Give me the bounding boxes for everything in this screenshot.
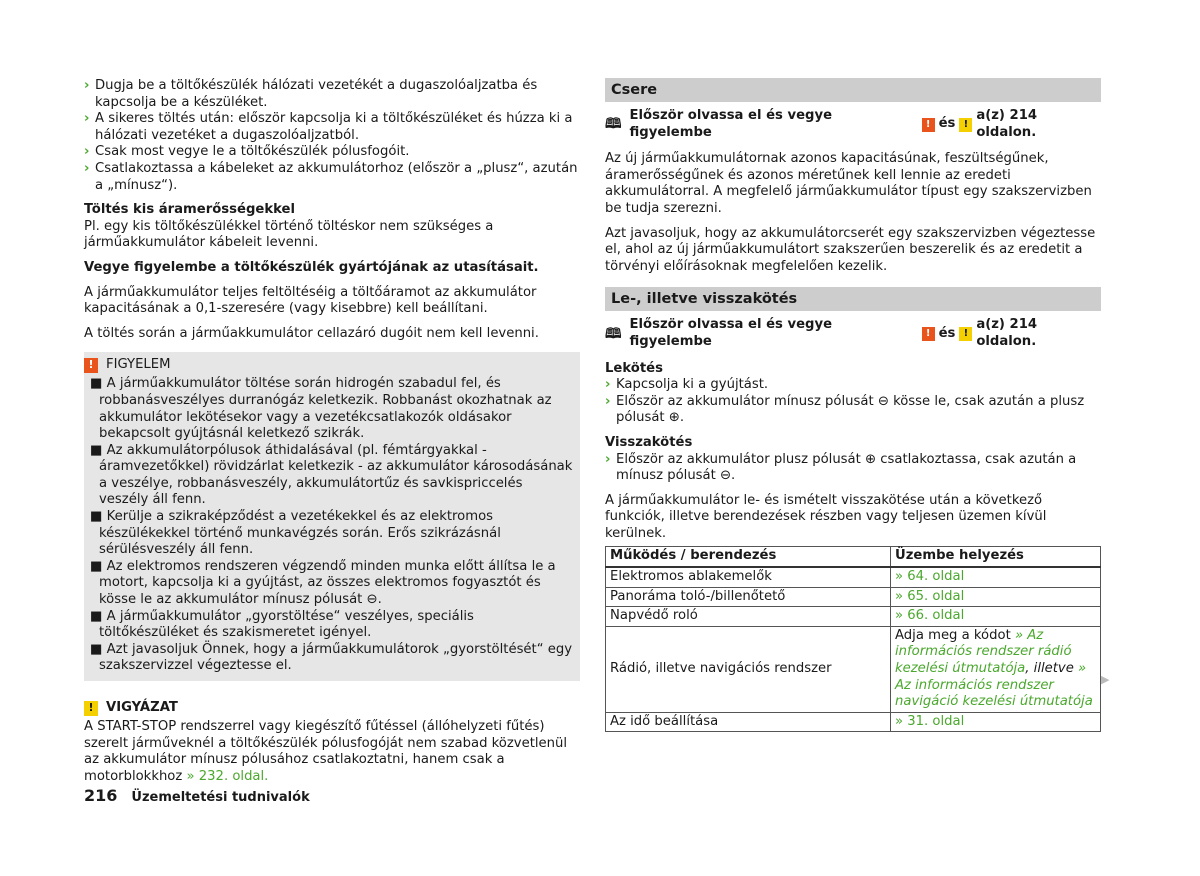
table-cell [891, 607, 1101, 627]
page-link[interactable]: » 65. oldal [895, 588, 965, 604]
lekotes-heading: Lekötés [605, 360, 663, 376]
warning-icon: ! [84, 358, 98, 373]
caution-icon: ! [959, 118, 972, 132]
manual-link[interactable]: » Az információs rendszer navigáció kezelési útmutatója [895, 661, 1093, 710]
step-item: › Csatlakoztassa a kábeleket az akkumulátorhoz (először a „plusz“, azután a „mínusz“). [84, 160, 578, 193]
table-cell: Adja meg a kódot » Az információs rendszer rádió kezelési útmutatója, illetve » Az információs rendszer navigáció kezelési útmutatója [891, 626, 1101, 712]
continue-arrow-icon: ▶ [1101, 673, 1110, 686]
table-cell [891, 712, 1101, 732]
page-footer [84, 788, 310, 807]
csere-paragraph-2: Azt javasoljuk, hogy az akkumulátorcserét egy szakszervizben végeztesse el, ahol az új járműakkumulátort szakszerűen beszerelik és az eredetit a törvényi előírásoknak megfelelően kezelik. [605, 225, 1096, 274]
caution-box [84, 699, 580, 785]
plugs-text: A töltés során a járműakkumulátor cellazáró dugóit nem kell levenni. [84, 325, 539, 341]
table-row [606, 607, 1101, 627]
table-cell [891, 567, 1101, 587]
left-column [84, 78, 580, 793]
step-item: › Csak most vegye le a töltőkészülék pólusfogóit. [84, 144, 410, 160]
caution-title: VIGYÁZAT [106, 699, 178, 715]
csere-paragraph-1: Az új járműakkumulátornak azonos kapacitásúnak, feszültségűnek, áramerősségűnek és azonos méretűnek kell lennie az eredeti akkumulátorral. A megfelelő járműakkumulátor típust egy szakszervizben be tudja szerezni. [605, 151, 1092, 216]
warning-title: FIGYELEM [106, 357, 171, 373]
manual-link[interactable]: » Az információs rendszer rádió kezelési útmutatója [895, 627, 1072, 677]
step-item: › Először az akkumulátor plusz pólusát ⊕ csatlakoztassa, csak azután a mínusz pólusát ⊖. [605, 451, 1077, 484]
after-disconnect-text: A járműakkumulátor le- és ismételt visszakötése után a következő funkciók, illetve berendezések részben vagy teljesen üzemen kívül kerülnek. [605, 492, 1047, 541]
warning-bullet: ■ Azt javasoljuk Önnek, hogy a járműakkumulátorok „gyorstöltését“ egy szakszervizzel végeztesse el. [90, 641, 573, 674]
chevron-right-icon: › [84, 78, 90, 93]
caution-text: A START-STOP rendszerrel vagy kiegészítő fűtéssel (állóhelyzeti fűtés) szerelt járműveknél a töltőkészülék pólusfogóját nem szabad közvetlenül az akkumulátor mínusz pólusához csatlakoztatni, hanem csak a motorblokkhoz » 232. oldal. [84, 719, 568, 784]
table-cell: Rádió, illetve navigációs rendszer [606, 626, 891, 712]
section-heading-csere: Csere [605, 78, 1101, 102]
step-item: › Dugja be a töltőkészülék hálózati vezetékét a dugaszolóaljzatba és kapcsolja be a készüléket. [84, 78, 538, 110]
book-icon: 🕮 [605, 325, 622, 342]
page-link[interactable]: » 64. oldal [895, 569, 965, 585]
chevron-right-icon: › [84, 111, 90, 127]
step-item: › Kapcsolja ki a gyújtást. [605, 377, 769, 393]
table-cell: Panoráma toló-/billenőtető [606, 587, 891, 607]
page-link[interactable]: » 31. oldal [895, 713, 965, 729]
warning-icon: ! [922, 118, 935, 132]
table-row [606, 712, 1101, 732]
table-cell: Az idő beállítása [606, 712, 891, 732]
table-cell: Napvédő roló [606, 607, 891, 627]
visszakotes-heading: Visszakötés [605, 434, 693, 450]
right-column [605, 78, 1101, 732]
manufacturer-note: Vegye figyelembe a töltőkészülék gyártójának az utasításait. [84, 259, 539, 275]
table-cell: Elektromos ablakemelők [606, 567, 891, 587]
table-header-row [606, 547, 1101, 567]
section-heading-disconnect: Le-, illetve visszakötés [605, 287, 1101, 311]
table-cell [891, 587, 1101, 607]
warning-bullet: ■ A járműakkumulátor „gyorstöltése“ veszélyes, speciális töltőkészüléket és szakismeretet igényel. [90, 608, 474, 641]
read-first-note: 🕮 Először olvassa el és vegye figyelembe ! és ! a(z) 214 oldalon. [605, 317, 1038, 349]
caution-icon: ! [84, 701, 98, 716]
caution-icon: ! [959, 327, 972, 341]
low-current-heading: Töltés kis áramerősségekkel [84, 202, 295, 218]
book-icon: 🕮 [605, 116, 622, 133]
warning-icon: ! [922, 327, 935, 341]
caution-header [84, 699, 580, 717]
full-charge-text: A járműakkumulátor teljes feltöltéséig a töltőáramot az akkumulátor kapacitásának a 0,1-szeresére (vagy kisebbre) kell beállítani. [84, 284, 537, 317]
table-header-cell: Működés / berendezés [606, 547, 891, 567]
chevron-right-icon: › [84, 160, 90, 176]
step-item: › A sikeres töltés után: először kapcsolja ki a töltőkészüléket és húzza ki a hálózati vezetéket a dugaszolóaljzatból. [84, 111, 573, 143]
page-number: 216 [84, 786, 118, 805]
chevron-right-icon: › [84, 144, 90, 160]
warning-bullet: ■ Az elektromos rendszeren végzendő minden munka előtt állítsa le a motort, kapcsolja ki a gyújtást, az összes elektromos fogyasztót és kösse le az akkumulátor mínusz pólusát ⊖. [90, 558, 556, 608]
read-first-note: 🕮 Először olvassa el és vegye figyelembe ! és ! a(z) 214 oldalon. [605, 108, 1038, 140]
chevron-right-icon: › [605, 377, 611, 393]
chevron-right-icon: › [605, 451, 611, 467]
functions-table [605, 546, 1101, 732]
chevron-right-icon: › [605, 393, 611, 409]
visszakotes-steps [605, 452, 1101, 485]
page-link[interactable]: » 66. oldal [895, 608, 965, 624]
warning-header [84, 356, 574, 374]
page-section-title: Üzemeltetési tudnivalók [131, 790, 310, 805]
table-row [606, 567, 1101, 587]
table-row [606, 587, 1101, 607]
step-item: › Először az akkumulátor mínusz pólusát ⊖ kösse le, csak azután a plusz pólusát ⊕. [605, 393, 1085, 426]
caution-page-link[interactable]: » 232. oldal. [186, 768, 269, 784]
warning-bullet: ■ Az akkumulátorpólusok áthidalásával (pl. fémtárgyakkal - áramvezetőkkel) rövidzárlat keletkezik - az akkumulátor károsodásának a veszélye, robbanásveszély, akkumulátortűz és savkispriccelés veszély áll fenn. [90, 442, 573, 508]
lekotes-steps [605, 377, 1101, 427]
table-row [606, 626, 1101, 712]
warning-box [84, 352, 580, 681]
low-current-text: Pl. egy kis töltőkészülékkel történő töltéskor nem szükséges a járműakkumulátor kábeleit levenni. [84, 218, 494, 251]
charging-steps [84, 78, 580, 194]
warning-bullet: ■ A járműakkumulátor töltése során hidrogén szabadul fel, és robbanásveszélyes durranógáz keletkezik. Robbanást okozhatnak az akkumulátor lekötésekor vagy a vezetékcsatlakozók oldásakor bekapcsolt gyújtásnál keletkező szikrák. [90, 376, 552, 442]
warning-bullet: ■ Kerülje a szikraképződést a vezetékekkel és az elektromos készülékekkel történő munkavégzés során. Erős szikrázásnál sérülésveszély áll fenn. [90, 509, 501, 558]
table-header-cell: Üzembe helyezés [891, 547, 1101, 567]
